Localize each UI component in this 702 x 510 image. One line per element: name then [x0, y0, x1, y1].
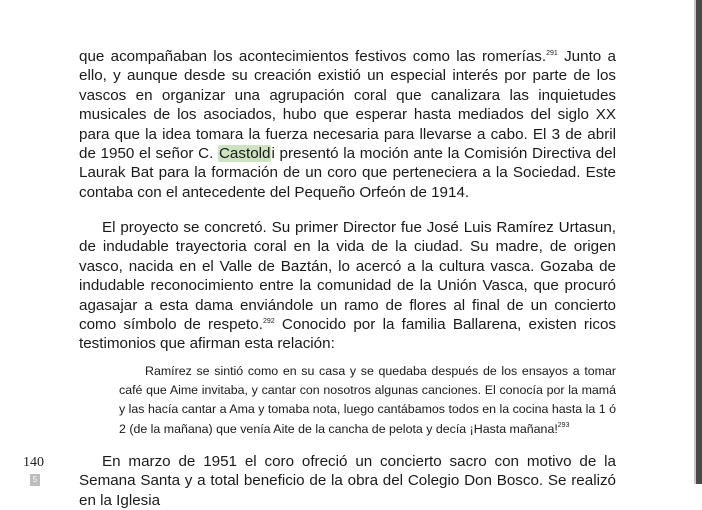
paragraph-1 [79, 47, 616, 202]
footnote-ref-292[interactable]: 292 [262, 318, 275, 326]
paragraph-1-text-c: i presentó la moción ante la Comisión Directiva del Laurak Bat para la formación de un coro que perteneciera a la Sociedad. Este contaba con el antecedente del Pequeño Orfeón de 1914. [79, 145, 616, 201]
block-quote [119, 362, 616, 439]
footnote-ref-293[interactable]: 293 [557, 421, 570, 429]
paragraph-3 [79, 452, 616, 510]
page-number: 140 [23, 455, 44, 470]
chapter-tab-marker: 5 [30, 474, 40, 486]
paragraph-1-text-a: que acompañaban los acontecimientos festivos como las romerías. [79, 48, 547, 65]
paragraph-2 [79, 218, 616, 354]
search-highlight: Castold [218, 145, 271, 163]
paragraph-2-text-a: El proyecto se concretó. Su primer Director fue José Luis Ramírez Urtasun, de indudable trayectoria coral en la vida de la ciudad. Su madre, de origen vasco, nacida en el Valle de Baztán, lo acercó a la cultura vasca. Gozaba de indudable reconocimiento entre la comunidad de la Unión Vasca, que procuró agasajar a esta dama enviándole un ramo de flores al final de un concierto como símbolo de respeto. [79, 219, 616, 334]
paragraph-2-text-b: Conocido por la familia Ballarena, existen ricos testimonios que afirman esta relación: [79, 316, 616, 353]
paragraph-1-text-b: Junto a ello, y aunque desde su creación existió un especial interés por parte de los vascos en organizar una agrupación coral que canalizara las inquietudes musicales de los asociados, hubo que esperar hasta mediados del siglo XX para que la idea tomara la fuerza necesaria para llevarse a cabo. El 3 de abril de 1950 el señor C. [79, 48, 616, 163]
paragraph-3-text: En marzo de 1951 el coro ofreció un concierto sacro con motivo de la Semana Santa y a total beneficio de la obra del Colegio Don Bosco. Se realizó en la Iglesia [79, 453, 616, 509]
footnote-ref-291[interactable]: 291 [546, 50, 558, 57]
block-quote-text: Ramírez se sintió como en su casa y se quedaba después de los ensayos a tomar café que Aime invitaba, y cantar con nosotros algunas canciones. El conocía por la mamá y las hacía cantar a Ama y tomaba nota, luego cantábamos todos en la cocina hasta la 1 ó 2 (de la mañana) que venía Aite de la cancha de pelota y decía ¡Hasta mañana! [119, 364, 616, 436]
viewer-background-edge [696, 0, 702, 484]
